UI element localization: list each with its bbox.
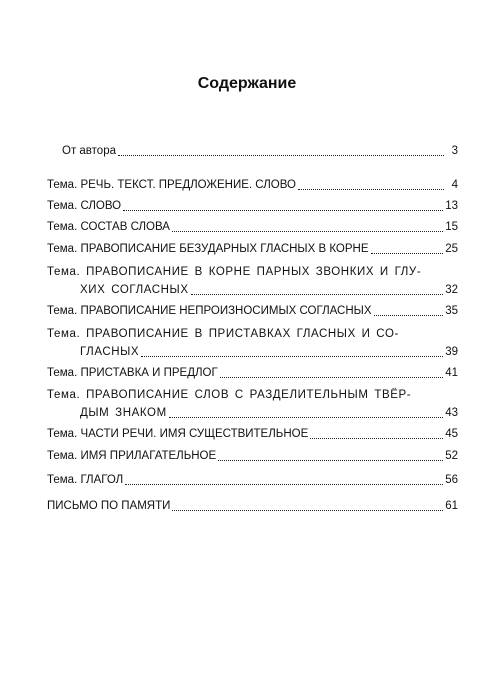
toc-entry-label: Тема. РЕЧЬ. ТЕКСТ. ПРЕДЛОЖЕНИЕ. СЛОВО — [47, 179, 296, 191]
toc-entry-label: Тема. ПРИСТАВКА И ПРЕДЛОГ — [47, 367, 218, 379]
toc-entry — [47, 425, 458, 443]
dot-leader — [310, 426, 443, 439]
toc-page-number: 61 — [445, 500, 458, 512]
dot-leader — [172, 219, 443, 232]
dot-leader — [125, 472, 443, 485]
dot-leader — [298, 177, 444, 190]
toc-entry — [47, 240, 458, 258]
toc-entry-label: Тема. ЧАСТИ РЕЧИ. ИМЯ СУЩЕСТВИТЕЛЬНОЕ — [47, 428, 309, 440]
toc-entry — [47, 325, 458, 361]
toc-entry — [47, 497, 458, 515]
toc-page-number: 43 — [445, 407, 458, 419]
toc-page-number: 32 — [445, 284, 458, 296]
toc-page-number: 3 — [451, 145, 458, 157]
dot-leader — [371, 241, 444, 254]
toc-entry-label-continued: ДЫМ ЗНАКОМ — [80, 407, 167, 419]
toc-entry — [47, 218, 458, 236]
toc-entry-label: Тема. ИМЯ ПРИЛАГАТЕЛЬНОЕ — [47, 450, 217, 462]
toc-page-number: 52 — [445, 450, 458, 462]
toc-page-number: 35 — [445, 305, 458, 317]
toc-page-number: 56 — [445, 474, 458, 486]
toc-entry-label: Тема. ГЛАГОЛ — [47, 474, 124, 486]
toc-page-number: 15 — [445, 221, 458, 233]
dot-leader — [220, 365, 443, 378]
toc-page-number: 25 — [445, 243, 458, 255]
toc-entry-label: Тема. ПРАВОПИСАНИЕ БЕЗУДАРНЫХ ГЛАСНЫХ В КОРНЕ — [47, 243, 369, 255]
dot-leader — [118, 143, 444, 156]
toc-entry — [47, 447, 458, 465]
toc-page-number: 39 — [445, 346, 458, 358]
toc-entry-label: Тема. ПРАВОПИСАНИЕ В КОРНЕ ПАРНЫХ ЗВОНКИХ И ГЛУ- — [47, 266, 422, 278]
toc-entry-label-continued: ХИХ СОГЛАСНЫХ — [80, 284, 189, 296]
dot-leader — [218, 448, 443, 461]
toc-entry — [47, 386, 458, 422]
toc-entry-label: Тема. ПРАВОПИСАНИЕ СЛОВ С РАЗДЕЛИТЕЛЬНЫМ ТВЁР- — [47, 389, 412, 401]
toc-entry — [62, 142, 458, 160]
toc-entry-label: Тема. ПРАВОПИСАНИЕ НЕПРОИЗНОСИМЫХ СОГЛАСНЫХ — [47, 305, 372, 317]
dot-leader — [191, 282, 444, 295]
toc-entry-label: Тема. СОСТАВ СЛОВА — [47, 221, 170, 233]
toc-entry-label: Тема. СЛОВО — [47, 200, 122, 212]
toc-entry-label: Тема. ПРАВОПИСАНИЕ В ПРИСТАВКАХ ГЛАСНЫХ И СО- — [47, 328, 399, 340]
toc-entry-label: От автора — [62, 145, 116, 157]
dot-leader — [172, 498, 443, 511]
toc-entry — [47, 197, 458, 215]
dot-leader — [141, 344, 443, 357]
toc-entry — [47, 263, 458, 299]
toc-entry — [47, 302, 458, 320]
toc-entry — [47, 364, 458, 382]
toc-page-number: 45 — [445, 428, 458, 440]
toc-page-number: 13 — [445, 200, 458, 212]
dot-leader — [374, 303, 444, 316]
toc-entry-label: ПИСЬМО ПО ПАМЯТИ — [47, 500, 171, 512]
toc-entry-label-continued: ГЛАСНЫХ — [80, 346, 140, 358]
toc-page-number: 4 — [451, 179, 458, 191]
page-title: Содержание — [197, 75, 297, 92]
toc-entry — [47, 176, 458, 194]
dot-leader — [123, 198, 443, 211]
toc-page-number: 41 — [445, 367, 458, 379]
toc-entry — [47, 471, 458, 489]
dot-leader — [169, 405, 443, 418]
